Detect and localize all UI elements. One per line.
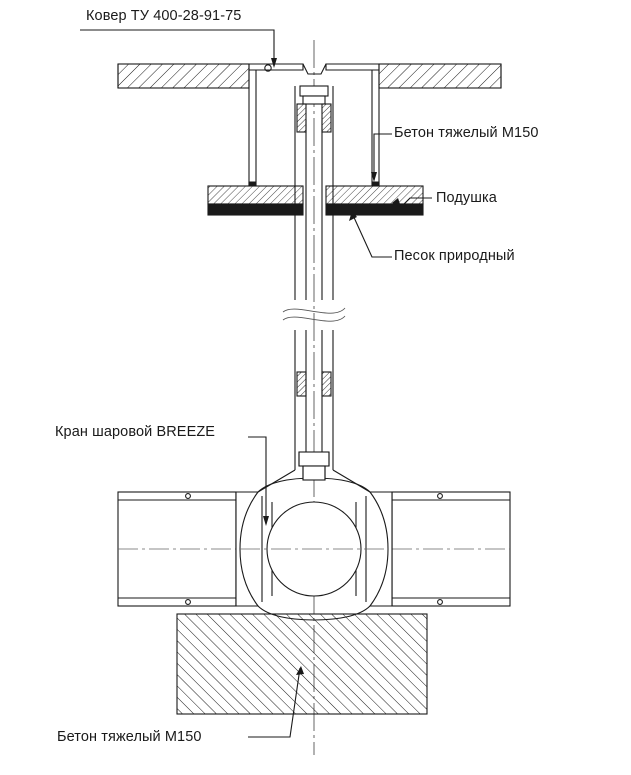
concrete-block-lower xyxy=(177,614,427,714)
label-podushka: Подушка xyxy=(436,190,497,206)
label-ball-valve: Кран шаровой BREEZE xyxy=(55,424,216,440)
label-pesok: Песок природный xyxy=(394,248,515,264)
pipe-left xyxy=(118,492,236,606)
label-beton-lower: Бетон тяжелый М150 xyxy=(57,729,202,745)
label-beton-upper: Бетон тяжелый М150 xyxy=(394,125,539,141)
pipe-right xyxy=(392,492,510,606)
concrete-pad-upper xyxy=(208,186,423,215)
road-slab xyxy=(118,64,501,88)
label-kover: Ковер ТУ 400-28-91-75 xyxy=(86,8,242,24)
